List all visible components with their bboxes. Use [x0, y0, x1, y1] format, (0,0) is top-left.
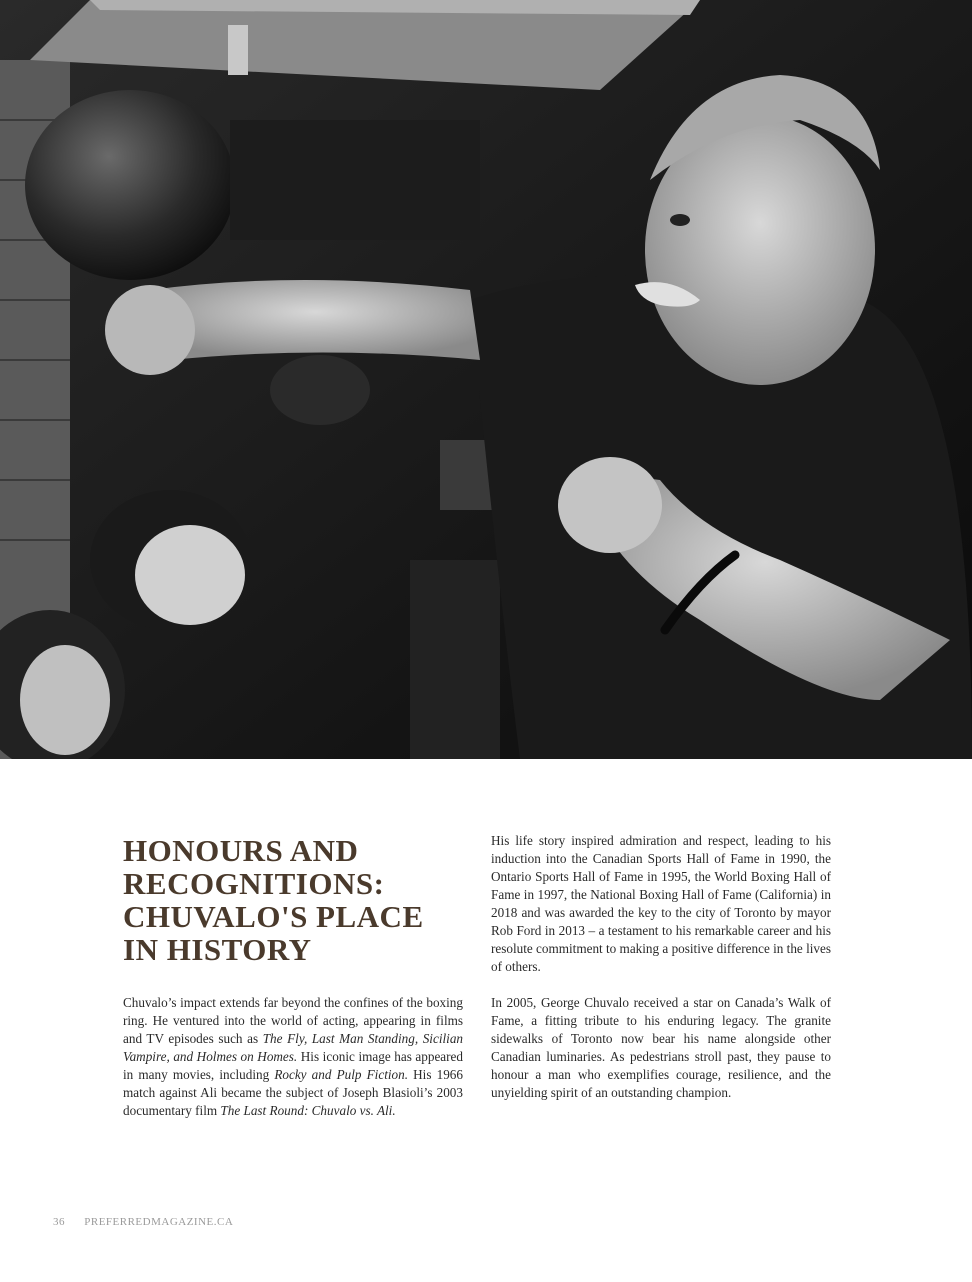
- text-run: His 1966 match against Ali became the subject of Joseph Blasioli’s 2003 documentary film: [123, 1067, 463, 1118]
- page-number: 36: [53, 1216, 65, 1228]
- italic-titles-1: The Fly, Last Man Standing, Sicilian Vampire, and Holmes on Homes.: [123, 1031, 464, 1064]
- heading-line: RECOGNITIONS:: [123, 866, 385, 901]
- site-name: PREFERREDMAGAZINE.CA: [84, 1216, 234, 1228]
- heading-line: CHUVALO'S PLACE: [123, 899, 424, 934]
- right-column-paragraph-1: His life story inspired admiration and respect, leading to his induction into the Canadian Sports Hall of Fame in 1990, the Ontario Sports Hall of Fame in 1995, the World Boxing Hall of Fame in 1997, the National Boxing Hall of Fame (California) in 2018 and was awarded the key to the city of Toronto by mayor Rob Ford in 2013 – a testament to his remarkable career and his resolute commitment to making a positive difference in the lives of others.: [491, 833, 831, 974]
- italic-titles-2: Rocky and Pulp Fiction.: [274, 1067, 409, 1082]
- page-footer: [53, 1216, 233, 1228]
- italic-titles-3: The Last Round: Chuvalo vs. Ali.: [220, 1103, 396, 1118]
- right-column-paragraph-2: In 2005, George Chuvalo received a star on Canada’s Walk of Fame, a fitting tribute to his enduring legacy. The granite sidewalks of Toronto now bear his name alongside other Canadian luminaries. As pedestrians stroll past, they pause to honour a man who exemplifies courage, resilience, and the unyielding spirit of an outstanding champion.: [491, 995, 831, 1100]
- text-run: Chuvalo’s impact extends far beyond the confines of the boxing ring. He ventured into the world of acting, appearing in films and TV episodes such as: [123, 995, 463, 1046]
- article-heading: [123, 834, 463, 966]
- left-column-paragraph: [123, 994, 463, 1120]
- heading-line: HONOURS AND: [123, 833, 359, 868]
- heading-line: IN HISTORY: [123, 932, 312, 967]
- text-run: His iconic image has appeared in many movies, including: [123, 1049, 463, 1082]
